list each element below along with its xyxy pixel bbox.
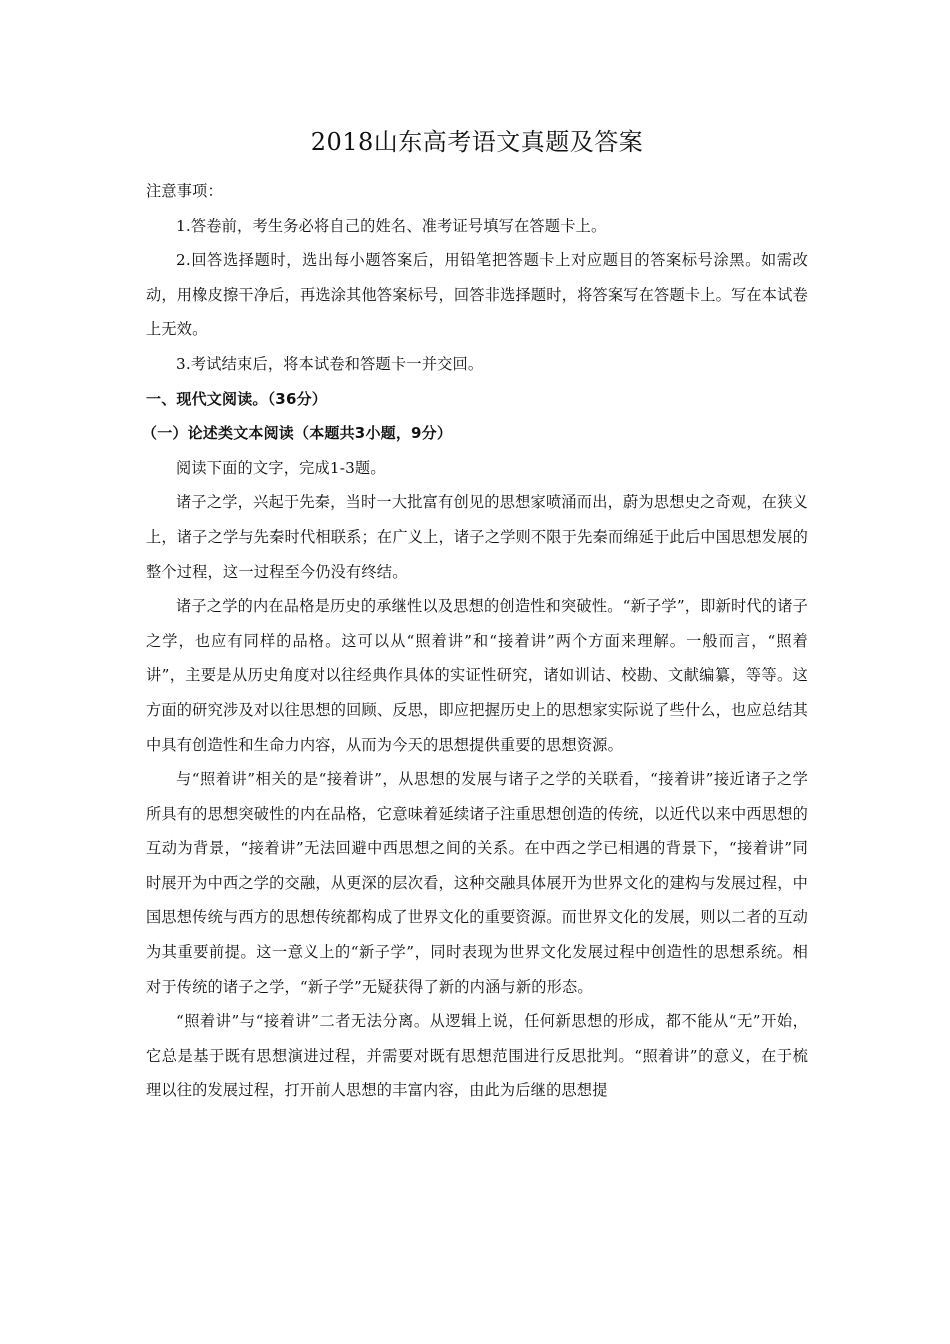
subsection-heading: （一）论述类文本阅读（本题共3小题，9分） [142, 424, 453, 443]
notice-item-1: 1.答卷前，考生务必将自己的姓名、准考证号填写在答题卡上。 [176, 216, 607, 235]
document-title: 2018山东高考语文真题及答案 [310, 128, 644, 156]
passage-paragraph-3: 与“照着讲”相关的是“接着讲”，从思想的发展与诸子之学的关联看，“接着讲”接近诸子之学所具有的思想突破性的内在品格，它意味着延续诸子注重思想创造的传统，以近代以来中西思想的互动为背景，“接着讲”无法回避中西思想之间的关系。在中西之学已相遇的背景下，“接着讲”同时展开为中西之学的交融，从更深的层次看，这种交融具体展开为世界文化的建构与发展过程，中国思想传统与西方的思想传统都构成了世界文化的重要资源。而世界文化的发展，则以二者的互动为其重要前提。这一意义上的“新子学”，同时表现为世界文化发展过程中创造性的思想系统。相对于传统的诸子之学，“新子学”无疑获得了新的内涵与新的形态。 [146, 770, 808, 996]
section-heading: 一、现代文阅读。（36分） [146, 389, 327, 408]
notice-heading: 注意事项： [146, 182, 223, 200]
notice-item-3: 3.考试结束后，将本试卷和答题卡一并交回。 [176, 354, 484, 373]
passage-paragraph-1: 诸子之学，兴起于先秦，当时一大批富有创见的思想家喷涌而出，蔚为思想史之奇观，在狭义上，诸子之学与先秦时代相联系；在广义上，诸子之学则不限于先秦而绵延于此后中国思想发展的整个过程，这一过程至今仍没有终结。 [146, 493, 808, 581]
notice-item-2: 2.回答选择题时，选出每小题答案后，用铅笔把答题卡上对应题目的答案标号涂黑。如需改动，用橡皮擦干净后，再选涂其他答案标号，回答非选择题时，将答案写在答题卡上。写在本试卷上无效。 [146, 251, 808, 339]
passage-paragraph-2: 诸子之学的内在品格是历史的承继性以及思想的创造性和突破性。“新子学”，即新时代的诸子之学，也应有同样的品格。这可以从“照着讲”和“接着讲”两个方面来理解。一般而言，“照着讲”，主要是从历史角度对以往经典作具体的实证性研究，诸如训诂、校勘、文献编纂，等等。这方面的研究涉及对以往思想的回顾、反思，即应把握历史上的思想家实际说了些什么，也应总结其中具有创造性和生命力内容，从而为今天的思想提供重要的思想资源。 [146, 597, 808, 754]
reading-instruction: 阅读下面的文字，完成1-3题。 [176, 458, 386, 477]
document-page [142, 120, 808, 1108]
passage-paragraph-4: “照着讲”与“接着讲”二者无法分离。从逻辑上说，任何新思想的形成，都不能从“无”开始，它总是基于既有思想演进过程，并需要对既有思想范围进行反思批判。“照着讲”的意义，在于梳理以往的发展过程，打开前人思想的丰富内容，由此为后继的思想提 [146, 1012, 808, 1100]
